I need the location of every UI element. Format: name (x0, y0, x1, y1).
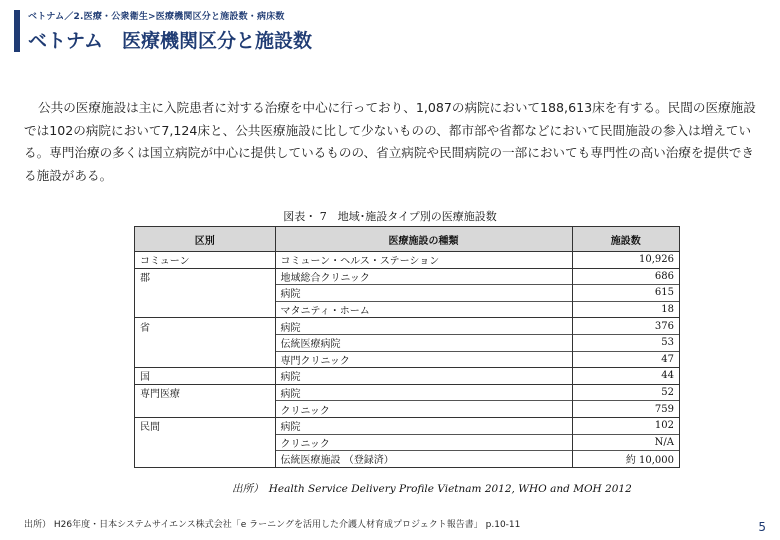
facility-type-cell: クリニック (275, 401, 572, 418)
facility-count-cell: 102 (572, 417, 679, 434)
table-row (135, 368, 680, 385)
region-cell (135, 351, 276, 368)
table-row (135, 351, 680, 368)
facility-type-cell: クリニック (275, 434, 572, 451)
table-row (135, 334, 680, 351)
facility-count-cell: 52 (572, 384, 679, 401)
facility-count-cell: 約 10,000 (572, 451, 679, 468)
header-facility-type: 医療施設の種類 (275, 227, 572, 252)
region-cell (135, 334, 276, 351)
region-cell (135, 401, 276, 418)
facility-type-cell: 伝統医療病院 (275, 334, 572, 351)
breadcrumb: ベトナム／2.医療・公衆衛生>医療機関区分と施設数・病床数 (28, 12, 285, 22)
table-row (135, 252, 680, 269)
region-cell: 省 (135, 318, 276, 335)
facility-type-cell: 専門クリニック (275, 351, 572, 368)
table-row (135, 285, 680, 302)
header-facility-count: 施設数 (572, 227, 679, 252)
page-title: ベトナム 医療機関区分と施設数 (28, 30, 313, 52)
facility-type-cell: コミューン・ヘルス・ステーション (275, 252, 572, 269)
region-cell (135, 451, 276, 468)
facility-table (134, 226, 680, 468)
region-cell (135, 301, 276, 318)
region-cell (135, 285, 276, 302)
facility-count-cell: N/A (572, 434, 679, 451)
facility-count-cell: 759 (572, 401, 679, 418)
region-cell: 国 (135, 368, 276, 385)
facility-count-cell: 53 (572, 334, 679, 351)
facility-type-cell: 病院 (275, 285, 572, 302)
facility-type-cell: マタニティ・ホーム (275, 301, 572, 318)
region-cell: コミューン (135, 252, 276, 269)
region-cell: 専門医療 (135, 384, 276, 401)
facility-count-cell: 47 (572, 351, 679, 368)
table-caption: 図表・ 7 地域･施設タイプ別の医療施設数 (283, 210, 497, 223)
table-row (135, 401, 680, 418)
facility-count-cell: 18 (572, 301, 679, 318)
facility-count-cell: 10,926 (572, 252, 679, 269)
region-cell: 民間 (135, 417, 276, 434)
table-source: 出所） Health Service Delivery Profile Vietnam 2012, WHO and MOH 2012 (232, 483, 632, 495)
table-row (135, 384, 680, 401)
facility-type-cell: 病院 (275, 417, 572, 434)
facility-count-cell: 615 (572, 285, 679, 302)
table-row (135, 268, 680, 285)
region-cell (135, 434, 276, 451)
table-row (135, 318, 680, 335)
facility-count-cell: 686 (572, 268, 679, 285)
facility-type-cell: 地域総合クリニック (275, 268, 572, 285)
facility-type-cell: 病院 (275, 384, 572, 401)
footer-source: 出所） H26年度・日本システムサイエンス株式会社「e ラーニングを活用した介護人材育成プロジェクト報告書」 p.10-11 (24, 520, 521, 530)
facility-count-cell: 376 (572, 318, 679, 335)
table-row (135, 434, 680, 451)
facility-type-cell: 病院 (275, 318, 572, 335)
table-header-row (135, 227, 680, 252)
table-row (135, 301, 680, 318)
body-paragraph: 公共の医療施設は主に入院患者に対する治療を中心に行っており、1,087の病院において188,613床を有する。民間の医療施設では102の病院において7,124床と、公共医療施設に比して少ないものの、都市部や省都などにおいて民間施設の参入は増えている。専門治療の多くは国立病院が中心に提供しているものの、省立病院や民間病院の一部においても専門性の高い治療を提供できる施設がある。 (24, 100, 756, 183)
facility-type-cell: 伝統医療施設 （登録済） (275, 451, 572, 468)
header-accent-bar (14, 10, 20, 52)
table-body (135, 252, 680, 468)
page-number: 5 (758, 520, 766, 534)
table-row (135, 451, 680, 468)
region-cell: 郡 (135, 268, 276, 285)
facility-count-cell: 44 (572, 368, 679, 385)
header-region: 区別 (135, 227, 276, 252)
facility-type-cell: 病院 (275, 368, 572, 385)
table-row (135, 417, 680, 434)
